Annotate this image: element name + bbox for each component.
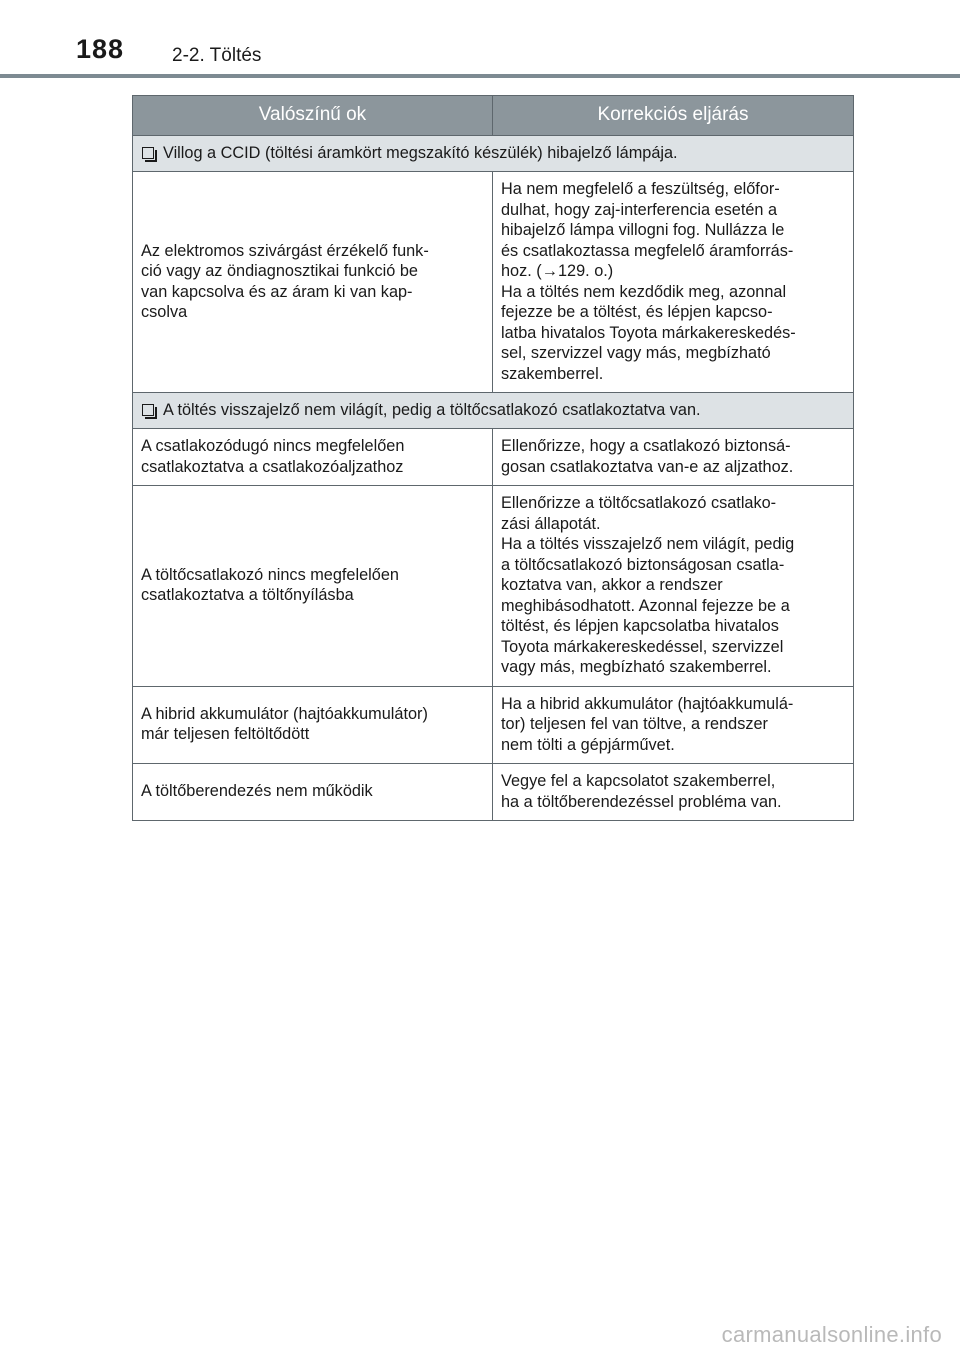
watermark: carmanualsonline.info [721, 1322, 942, 1347]
remedy-cell: Ellenőrizze a töltőcsatlakozó csatlako- zási állapotát. Ha a töltés visszajelző nem világít, pedig a töltőcsatlakozó biztonságosan csatla- koztatva van, akkor a rendszer meghibásodhatott. Azonnal fejezze be a töltést, és lépjen kapcsolatba hivatalos Toyota márkakereskedéssel, szervizzel vagy más, megbízható szakemberrel. [493, 486, 854, 687]
table-body [133, 136, 854, 821]
cause-cell: A töltőcsatlakozó nincs megfelelően csatlakoztatva a töltőnyílásba [133, 486, 493, 687]
table-row [133, 486, 854, 687]
table-row [133, 764, 854, 821]
remedy-cell: Ha a hibrid akkumulátor (hajtóakkumulá- tor) teljesen fel van töltve, a rendszer nem tölti a gépjárművet. [493, 686, 854, 764]
section-heading-cell [133, 136, 854, 172]
section-title: 2-2. Töltés [172, 45, 262, 66]
column-header-cause: Valószínű ok [133, 96, 493, 136]
section-heading: A töltés visszajelző nem világít, pedig a töltőcsatlakozó csatlakoztatva van. [163, 401, 701, 420]
remedy-cell: Ellenőrizze, hogy a csatlakozó biztonsá- gosan csatlakoztatva van-e az aljzathoz. [493, 429, 854, 486]
table-header-row [133, 96, 854, 136]
section-row [133, 136, 854, 172]
section-row [133, 393, 854, 429]
column-header-remedy: Korrekciós eljárás [493, 96, 854, 136]
section-heading-cell [133, 393, 854, 429]
remedy-cell: Ha nem megfelelő a feszültség, előfor- dulhat, hogy zaj-interferencia esetén a hibajelző lámpa villogni fog. Nullázza le és csatlakoztassa megfelelő áramforrás- hoz. (→129. o.) Ha a töltés nem kezdődik meg, azonnal fejezze be a töltést, és lépjen kapcso- latba hivatalos Toyota márkakereskedés- sel, szervizzel vagy más, megbízható szakemberrel. [493, 172, 854, 393]
header-rule [0, 74, 960, 78]
checkbox-icon [142, 404, 154, 416]
checkbox-icon [142, 147, 154, 159]
table-row [133, 686, 854, 764]
troubleshooting-table [132, 95, 854, 821]
page-number: 188 [76, 34, 125, 64]
table-row [133, 429, 854, 486]
remedy-cell: Vegye fel a kapcsolatot szakemberrel, ha a töltőberendezéssel probléma van. [493, 764, 854, 821]
page-header [0, 0, 960, 78]
cause-cell: A töltőberendezés nem működik [133, 764, 493, 821]
cause-cell: Az elektromos szivárgást érzékelő funk- ció vagy az öndiagnosztikai funkció be van kapcsolva és az áram ki van kap- csolva [133, 172, 493, 393]
cause-cell: A csatlakozódugó nincs megfelelően csatlakoztatva a csatlakozóaljzathoz [133, 429, 493, 486]
section-heading: Villog a CCID (töltési áramkört megszakító készülék) hibajelző lámpája. [163, 144, 678, 163]
cause-cell: A hibrid akkumulátor (hajtóakkumulátor) már teljesen feltöltődött [133, 686, 493, 764]
table-row [133, 172, 854, 393]
